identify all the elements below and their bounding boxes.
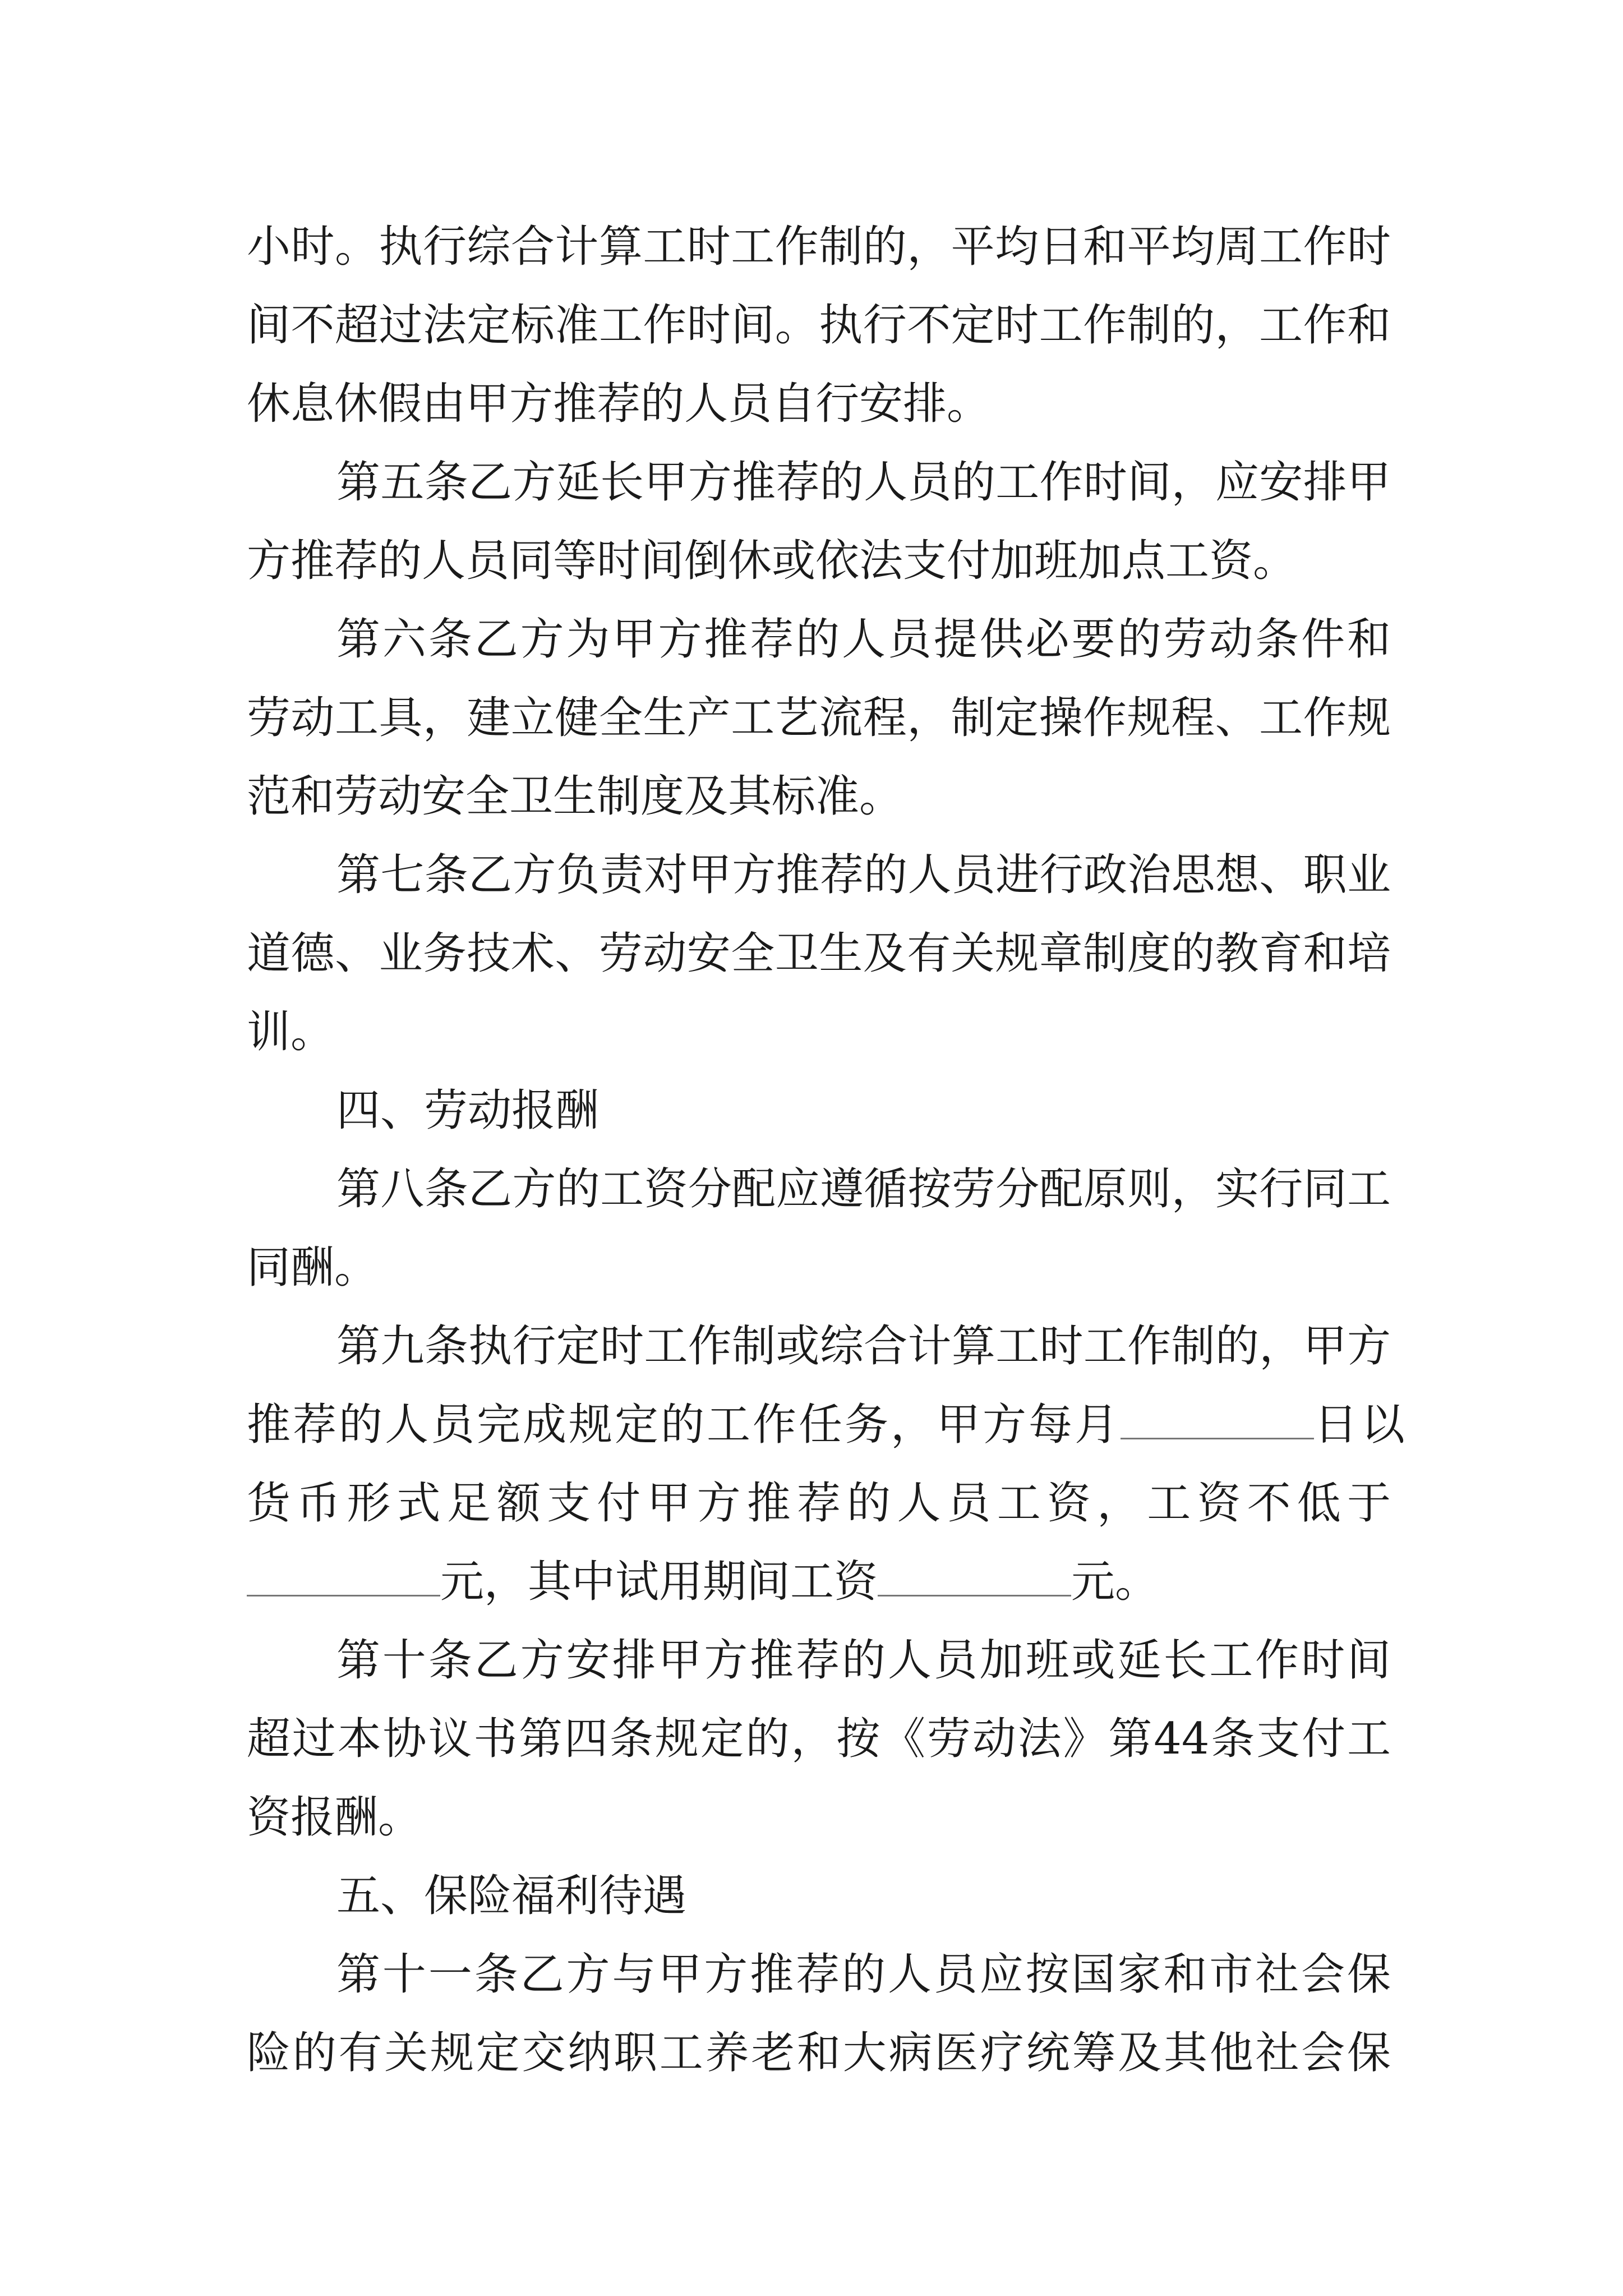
body-text-line-with-blank	[247, 1386, 1409, 1464]
body-text-line: 道德、业务技术、劳动安全卫生及有关规章制度的教育和培	[247, 928, 1391, 979]
article-9-text: 第九条执行定时工作制或综合计算工时工作制的，甲方	[336, 1321, 1391, 1372]
body-text-line: 小时。执行综合计算工时工作制的，平均日和平均周工作时	[247, 222, 1391, 272]
line-text: 日以	[1314, 1400, 1409, 1450]
section-heading-remuneration: 四、劳动报酬	[336, 1085, 600, 1136]
body-text-line: 险的有关规定交纳职工养老和大病医疗统筹及其他社会保	[247, 2028, 1391, 2078]
article-10-text: 第十条乙方安排甲方推荐的人员加班或延长工作时间	[336, 1635, 1391, 1686]
article-7-text: 第七条乙方负责对甲方推荐的人员进行政治思想、职业	[336, 850, 1391, 900]
article-5-text: 第五条乙方延长甲方推荐的人员的工作时间，应安排甲	[336, 457, 1391, 508]
wage-amount-blank[interactable]	[247, 1560, 440, 1596]
body-text-line: 货币形式足额支付甲方推荐的人员工资，工资不低于	[247, 1478, 1391, 1529]
section-heading-insurance: 五、保险福利待遇	[336, 1871, 687, 1921]
body-text-line: 资报酬。	[247, 1792, 422, 1843]
body-text-line: 间不超过法定标准工作时间。执行不定时工作制的，工作和	[247, 300, 1391, 351]
body-text-line-with-blanks	[247, 1543, 1159, 1621]
article-6-text: 第六条乙方为甲方推荐的人员提供必要的劳动条件和	[336, 614, 1391, 665]
pay-day-blank[interactable]	[1121, 1403, 1314, 1439]
body-text-line: 超过本协议书第四条规定的，按《劳动法》第44条支付工	[247, 1714, 1391, 1764]
body-text-line: 训。	[247, 1007, 335, 1057]
body-text-line: 劳动工具，建立健全生产工艺流程，制定操作规程、工作规	[247, 693, 1391, 743]
body-text-line: 范和劳动安全卫生制度及其标准。	[247, 771, 903, 822]
article-8-text: 第八条乙方的工资分配应遵循按劳分配原则，实行同工	[336, 1164, 1391, 1214]
line-text: 元，其中试用期间工资	[440, 1557, 878, 1607]
body-text-line: 休息休假由甲方推荐的人员自行安排。	[247, 379, 991, 429]
probation-wage-blank[interactable]	[878, 1560, 1071, 1596]
body-text-line: 同酬。	[247, 1243, 379, 1293]
line-text: 推荐的人员完成规定的工作任务，甲方每月	[247, 1400, 1121, 1450]
body-text-line: 方推荐的人员同等时间倒休或依法支付加班加点工资。	[247, 536, 1297, 586]
line-text: 元。	[1071, 1557, 1159, 1607]
article-11-text: 第十一条乙方与甲方推荐的人员应按国家和市社会保	[336, 1949, 1391, 2000]
